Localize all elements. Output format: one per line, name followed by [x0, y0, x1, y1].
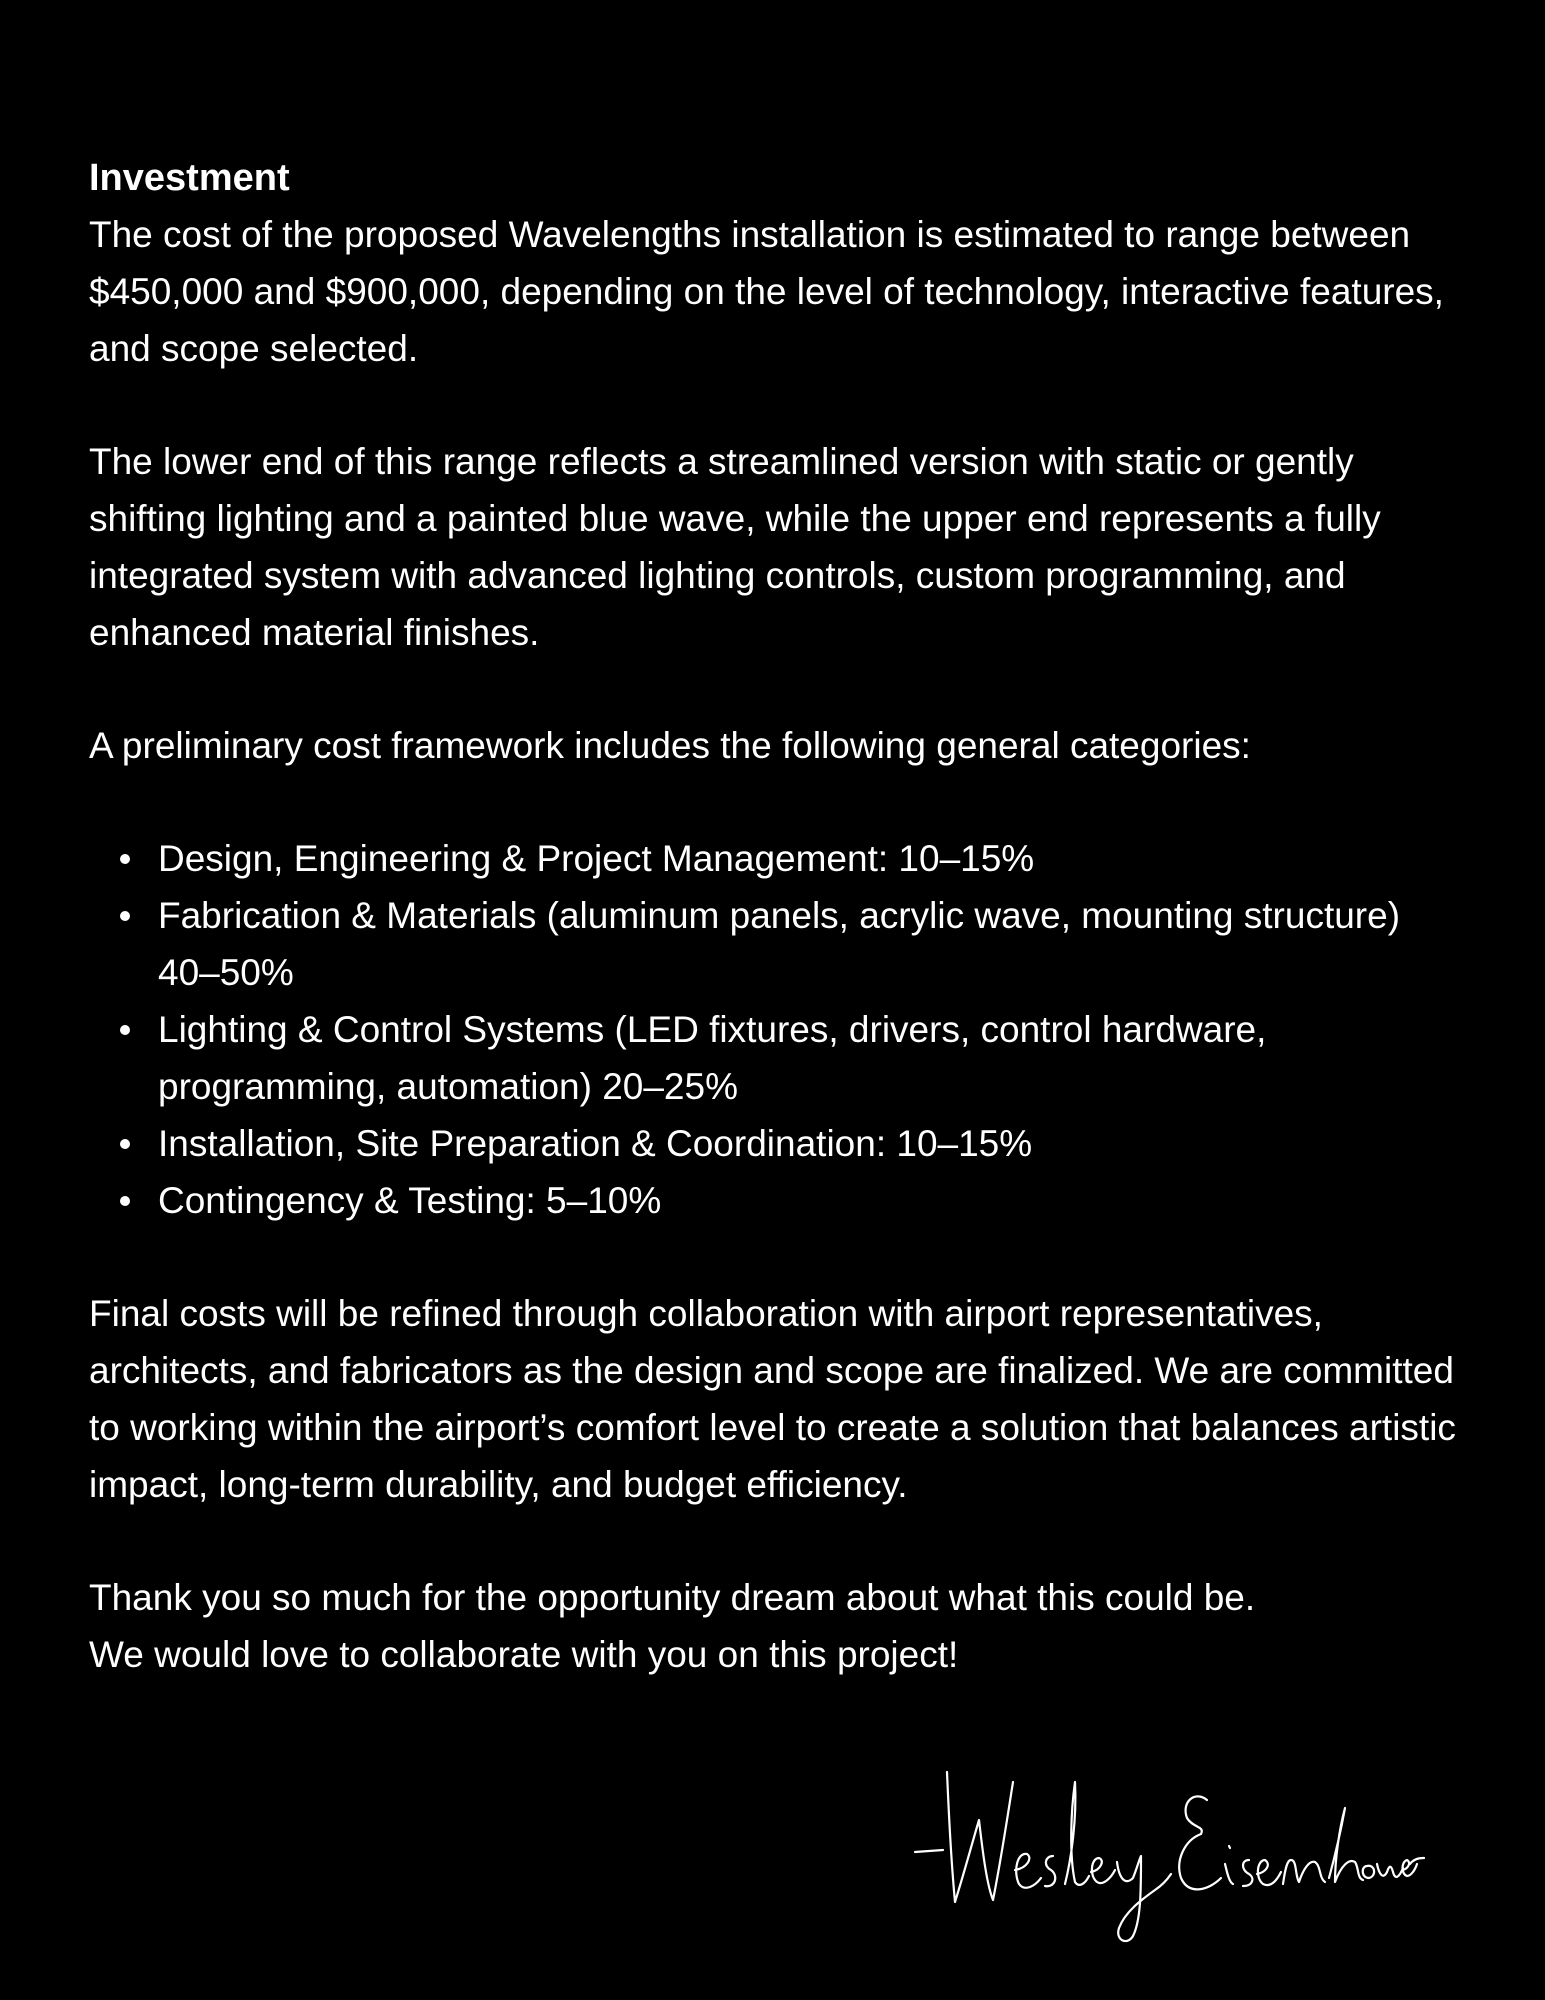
document-body — [89, 150, 1469, 1739]
list-item: Lighting & Control Systems (LED fixtures, drivers, control hardware, programming, automation) 20–25% — [89, 1001, 1469, 1115]
framework-paragraph: A preliminary cost framework includes the following general categories: — [89, 725, 1251, 766]
intro-paragraph: The cost of the proposed Wavelengths installation is estimated to range between $450,000 and $900,000, depending on the level of technology, interactive features, and scope selected. — [89, 214, 1444, 369]
bullet-icon — [120, 854, 130, 864]
final-paragraph: Final costs will be refined through collaboration with airport representatives, architects, and fabricators as the design and scope are finalized. We are committed to working within the airport’s comfort level to create a solution that balances artistic impact, long-term durability, and budget efficiency. — [89, 1293, 1456, 1505]
list-item: Contingency & Testing: 5–10% — [89, 1172, 1469, 1229]
range-paragraph: The lower end of this range reflects a streamlined version with static or gently shifting lighting and a painted blue wave, while the upper end represents a fully integrated system with advanced lighting controls, custom programming, and enhanced material finishes. — [89, 441, 1381, 653]
list-item: Installation, Site Preparation & Coordination: 10–15% — [89, 1115, 1469, 1172]
bullet-icon — [120, 1196, 130, 1206]
signature-icon — [905, 1760, 1425, 1950]
bullet-icon — [120, 1025, 130, 1035]
list-item: Design, Engineering & Project Management: 10–15% — [89, 830, 1469, 887]
section-heading: Investment — [89, 157, 290, 199]
list-item: Fabrication & Materials (aluminum panels, acrylic wave, mounting structure) 40–50% — [89, 887, 1469, 1001]
thanks-paragraph: Thank you so much for the opportunity dream about what this could be. We would love to collaborate with you on this project! — [89, 1577, 1256, 1675]
cost-category-list — [89, 830, 1469, 1229]
bullet-icon — [120, 911, 130, 921]
bullet-icon — [120, 1139, 130, 1149]
